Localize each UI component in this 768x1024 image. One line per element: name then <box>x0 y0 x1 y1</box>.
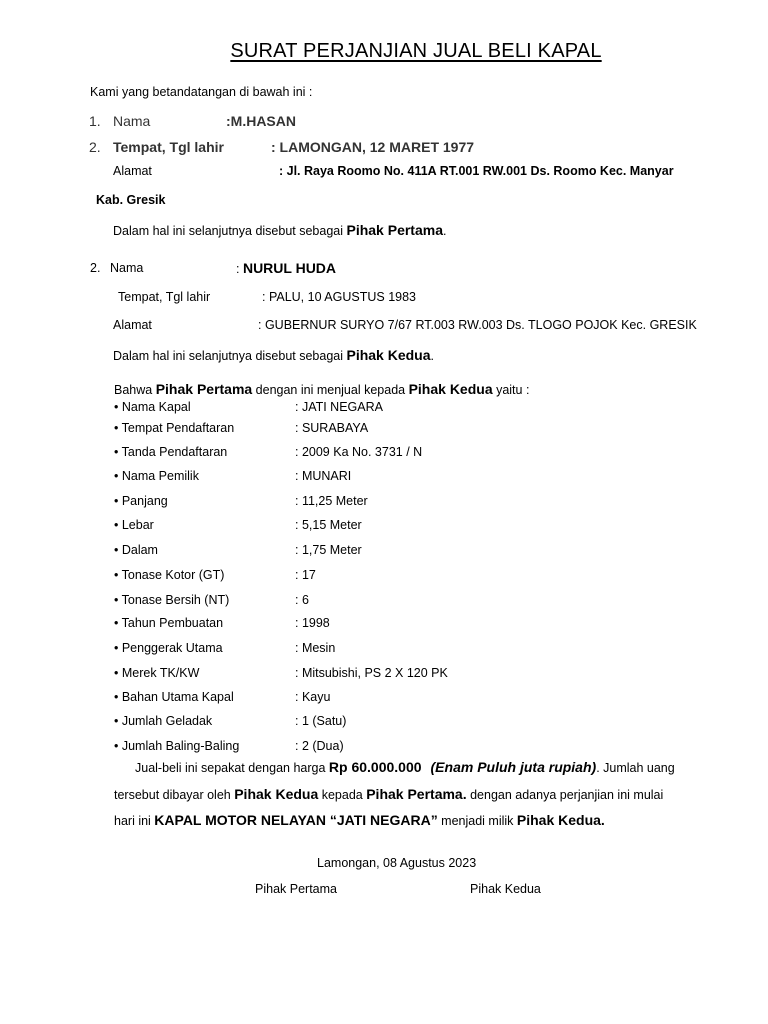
sale-intro: Bahwa Pihak Pertama dengan ini menjual kepada Pihak Kedua yaitu : <box>114 381 530 397</box>
price-line-1: Jual-beli ini sepakat dengan harga Rp 60.000.000 (Enam Puluh juta rupiah). Jumlah uang <box>135 759 675 775</box>
party2-role: Pihak Kedua <box>346 347 431 363</box>
party2-address-value: : GUBERNUR SURYO 7/67 RT.003 RW.003 Ds. TLOGO POJOK Kec. GRESIK <box>258 318 697 332</box>
party2-name: : NURUL HUDA <box>236 260 337 276</box>
party1-birth-label: Tempat, Tgl lahir <box>113 139 224 155</box>
ship-name-bold: KAPAL MOTOR NELAYAN “JATI NEGARA” <box>154 812 438 828</box>
party2-birth-label: Tempat, Tgl lahir <box>118 290 211 304</box>
signature-left-label: Pihak Pertama <box>255 882 337 896</box>
price-line-2: tersebut dibayar oleh Pihak Kedua kepada Pihak Pertama. dengan adanya perjanjian ini mulai <box>114 786 664 802</box>
party1-number: 1. <box>89 113 101 129</box>
document-page: SURAT PERJANJIAN JUAL BELI KAPAL Kami yang betandatangan di bawah ini : 1. Nama :M.HASAN 2. Tempat, Tgl lahir : LAMONGAN, 12 MARET 1977 Alamat : Jl. Raya Roomo No. 411A RT.001 RW.001 Ds. Roomo Kec. Manyar Kab. Gresik Dalam hal ini selanjutnya disebut sebagai Pihak Pertama. 2. Nama : NURUL HUDA Tempat, Tgl lahir : PALU, 10 AGUSTUS 1983 Alamat : GUBERNUR SURYO 7/67 RT.003 RW.003 Ds. TLOGO POJOK Kec. GRESIK Dalam hal ini selanjutnya disebut sebagai Pihak Kedua. Bahwa Pihak Pertama dengan ini menjual kepada Pihak Kedua yaitu : • Nama Kapal : JATI NEGARA • Tempat Pendaftaran : SURABAYA • Tanda Pendaftaran : 2009 Ka No. 3731 / N • Nama Pemilik : MUNARI • Panjang : 11,25 Meter • Lebar : 5,15 Meter • Dalam : 1,75 Meter • Tonase Kotor (GT) : 17 • Tonase Bersih (NT) : 6 • Tahun Pembuatan : 1998 • Penggerak Utama : Mesin • Merek TK/KW : Mitsubishi, PS 2 X 120 PK • Bahan Utama Kapal : Kayu • Jumlah Geladak : 1 (Satu) • Jumlah Baling-Baling : 2 (Dua) Jual-beli ini sepakat dengan harga Rp 60.000.000 (Enam Puluh juta rupiah). Jumlah uang tersebut dibayar oleh Pihak Kedua kepada Pihak Pertama. dengan adanya perjanjian ini mulai hari ini KAPAL MOTOR NELAYAN “JATI NEGARA” menjadi milik Pihak Kedua. Lamongan, 08 Agustus 2023 Pihak Pertama Pihak Kedua <box>0 0 768 1024</box>
party2-number: 2. <box>90 261 101 275</box>
document-title: SURAT PERJANJIAN JUAL BELI KAPAL <box>230 40 602 62</box>
party1-number-2: 2. <box>89 139 101 155</box>
party1-name-label: Nama <box>113 113 151 129</box>
signature-right-label: Pihak Kedua <box>470 882 541 896</box>
party1-name-value: :M.HASAN <box>226 113 296 129</box>
party1-address-label: Alamat <box>113 164 152 178</box>
party2-referral: Dalam hal ini selanjutnya disebut sebagai Pihak Kedua. <box>113 347 434 363</box>
party1-address-continued: Kab. Gresik <box>96 193 166 207</box>
price-line-3: hari ini KAPAL MOTOR NELAYAN “JATI NEGARA” menjadi milik Pihak Kedua. <box>114 812 605 828</box>
price-amount: Rp 60.000.000 <box>328 759 422 775</box>
party2-name-value: NURUL HUDA <box>242 260 337 276</box>
party2-address-label: Alamat <box>113 318 152 332</box>
party1-birth-value: : LAMONGAN, 12 MARET 1977 <box>271 139 475 155</box>
place-date: Lamongan, 08 Agustus 2023 <box>317 856 477 870</box>
party1-role: Pihak Pertama <box>346 222 443 238</box>
intro-text: Kami yang betandatangan di bawah ini : <box>90 85 313 99</box>
party2-birth-value: : PALU, 10 AGUSTUS 1983 <box>262 290 417 304</box>
party2-name-label: Nama <box>110 261 144 275</box>
party1-address-value: : Jl. Raya Roomo No. 411A RT.001 RW.001 Ds. Roomo Kec. Manyar <box>279 164 674 178</box>
price-in-words: (Enam Puluh juta rupiah) <box>430 759 597 775</box>
party1-referral: Dalam hal ini selanjutnya disebut sebagai Pihak Pertama. <box>113 222 447 238</box>
